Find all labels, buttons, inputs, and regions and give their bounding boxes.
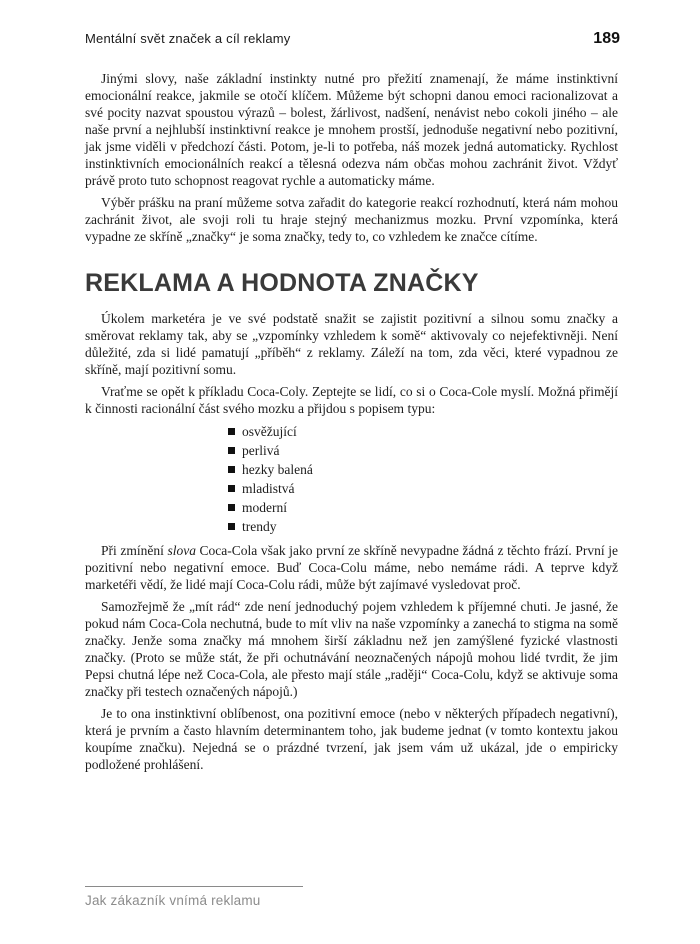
square-bullet-icon <box>228 504 235 511</box>
paragraph-intro-2: Výběr prášku na praní můžeme sotva zařadit do kategorie reakcí rozhodnutí, která nám mohou zachránit život, ale svoji roli tu hraje stejný mechanizmus mozku. První vzpomínka, která vypadne ze skříně „značky“ je soma značky, tedy to, co vzhledem ke značce cítíme. <box>85 195 618 244</box>
page-content <box>85 70 618 778</box>
page-footer <box>85 886 618 908</box>
footer-chapter-label: Jak zákazník vnímá reklamu <box>85 893 261 908</box>
list-item-label: osvěžující <box>242 424 297 439</box>
list-item-label: moderní <box>242 500 287 515</box>
square-bullet-icon <box>228 466 235 473</box>
paragraph-section-4: Samozřejmě že „mít rád“ zde není jednoduchý pojem vzhledem k příjemné chuti. Je jasné, že pokud nám Coca-Cola nechutná, bude to mít vliv na naše vzpomínky a zanechá to stigma na somě značky. Jenže soma značky má mnohem širší základnu než jen zamýšlené fyzické vlastnosti značky. (Proto se může stát, že při ochutnávání neoznačených nápojů mohou lidé tvrdit, že jim Pepsi chutná lépe než Coca-Cola, ale přesto mají stále „raději“ Coca-Colu, když se aktivuje soma značky při testech označených nápojů.) <box>85 599 618 699</box>
square-bullet-icon <box>228 447 235 454</box>
list-item <box>228 517 618 536</box>
running-header <box>85 30 620 48</box>
attribute-bullet-list <box>85 422 618 536</box>
list-item <box>228 441 618 460</box>
running-title: Mentální svět značek a cíl reklamy <box>85 31 291 46</box>
paragraph-intro-1: Jinými slovy, naše základní instinkty nutné pro přežití znamenají, že máme instinktivní emocionální reakce, jakmile se otočí klíčem. Můžeme být schopni danou emoci racionalizovat a své pocity nazvat spoustou výrazů – bolest, žárlivost, nadšení, nenávist nebo cokoli jiného – ale naše první a nejhlubší instinktivní reakce je mnohem prostší, jednoduše negativní nebo pozitivní, jak jsme viděli v předchozí části. Potom, je-li to potřeba, náš mozek jedná automaticky. Rychlost instinktivních emocionálních reakcí a tělesná odezva nám občas mohou zachránit život. Vždyť právě proto tuto schopnost reagovat rychle a automaticky máme. <box>85 71 618 188</box>
paragraph-section-3 <box>85 542 618 593</box>
paragraph-section-5: Je to ona instinktivní oblíbenost, ona pozitivní emoce (nebo v některých případech negativní), která je prvním a často hlavním determinantem toho, jak budeme jednat (v tomto kontextu jakou koupíme značku). Nejedná se o prázdné tvrzení, jak jsem vám už ukázal, jde o empiricky podložené prohlášení. <box>85 706 618 772</box>
list-item <box>228 498 618 517</box>
list-item-label: mladistvá <box>242 481 295 496</box>
paragraph-segment-italic: slova <box>167 543 196 558</box>
list-item-label: trendy <box>242 519 277 534</box>
section-heading: REKLAMA A HODNOTA ZNAČKY <box>85 269 479 297</box>
page-number: 189 <box>593 30 620 47</box>
paragraph-section-2: Vraťme se opět k příkladu Coca-Coly. Zeptejte se lidí, co si o Coca-Cole myslí. Možná přimějí k činnosti racionální část svého mozku a přijdou s popisem typu: <box>85 384 618 416</box>
list-item-label: perlivá <box>242 443 280 458</box>
footer-divider <box>85 886 303 887</box>
list-item <box>228 460 618 479</box>
paragraph-segment: Coca-Cola však jako první ze skříně nevypadne žádná z těchto frází. První je pozitivní nebo negativní emoce. Buď Coca-Colu máme, nebo nemáme rádi. A teprve když marketéři vědí, že lidé mají Coca-Colu rádi, může být zajímavé vysledovat proč. <box>85 543 618 592</box>
list-item <box>228 479 618 498</box>
paragraph-segment: Při zmínění <box>101 543 168 558</box>
square-bullet-icon <box>228 428 235 435</box>
list-item <box>228 422 618 441</box>
square-bullet-icon <box>228 485 235 492</box>
paragraph-section-1: Úkolem marketéra je ve své podstatě snažit se zajistit pozitivní a silnou somu značky a směrovat reklamy tak, aby se „vzpomínky vzhledem k somě“ aktivovaly co nejefektivněji. Není důležité, zda si lidé pamatují „příběh“ z reklamy. Záleží na tom, zda věci, které vypadnou ze skříně, mají pozitivní somu. <box>85 311 618 377</box>
list-item-label: hezky balená <box>242 462 313 477</box>
square-bullet-icon <box>228 523 235 530</box>
